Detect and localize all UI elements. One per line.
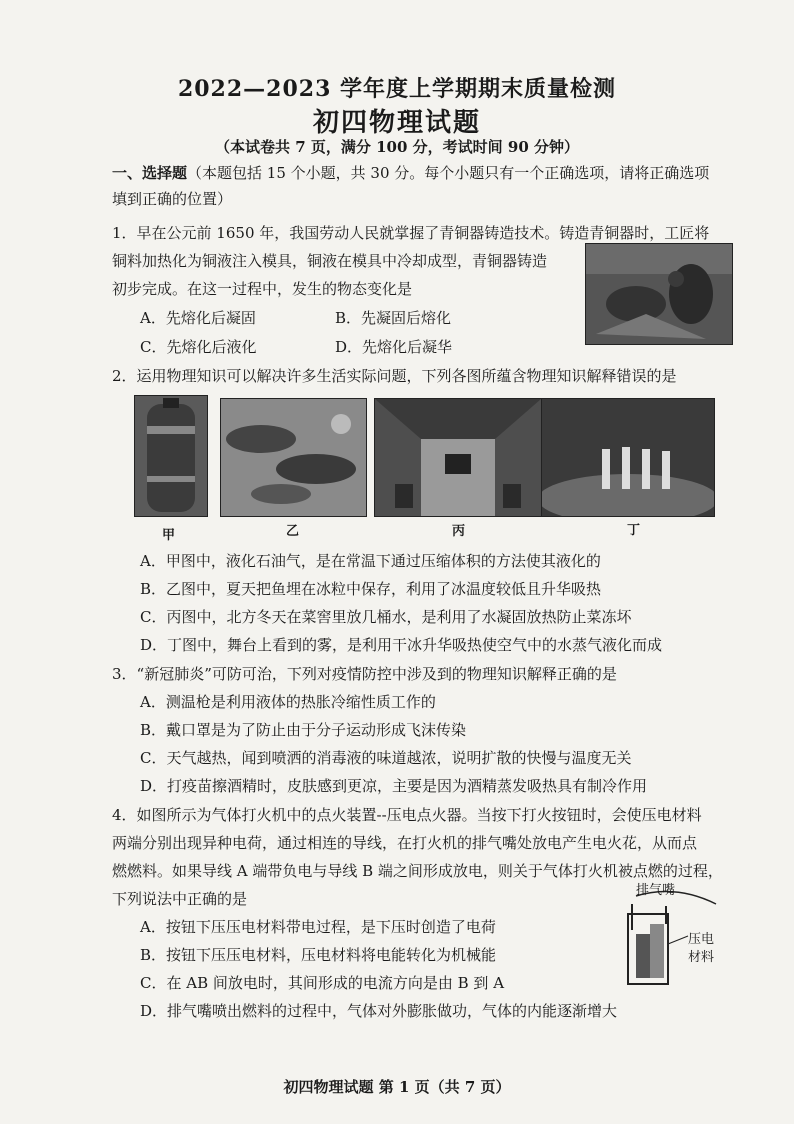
q4-line-2: 两端分别出现异种电荷，通过相连的导线，在打火机的排气嘴处放电产生电火花，从而点 [112,834,698,852]
q2-photo-ding [541,398,715,517]
q4-diagram-label-nozzle: 排气嘴 [636,883,676,898]
section1-desc-1: （本题包括 15 个小题，共 30 分。每个小题只有一个正确选项，请将正确选项 [187,164,710,182]
q2-option-b: B．乙图中，夏天把鱼埋在冰粒中保存，利用了冰温度较低且升华吸热 [140,580,602,598]
q1-option-c: C．先熔化后液化 [140,338,257,356]
q3-option-d: D．打疫苗擦酒精时，皮肤感到更凉，主要是因为酒精蒸发吸热具有制冷作用 [140,777,648,795]
q4-line-3: 燃燃料。如果导线 A 端带负电与导线 B 端之间形成放电，则关于气体打火机被点燃的过程， [112,862,723,880]
q4-option-b: B．按钮下压压电材料，压电材料将电能转化为机械能 [140,946,497,964]
page-footer: 初四物理试题 第 1 页（共 7 页） [283,1078,511,1096]
q2-caption-bing: 丙 [452,524,466,539]
q3-stem: 3．“新冠肺炎”可防可治，下列对疫情防控中涉及到的物理知识解释正确的是 [112,665,617,683]
q2-option-c: C．丙图中，北方冬天在菜窖里放几桶水，是利用了水凝固放热防止菜冻坏 [140,608,632,626]
q1-option-a: A．先熔化后凝固 [140,309,256,327]
q2-option-d: D．丁图中，舞台上看到的雾，是利用干冰升华吸热使空气中的水蒸气液化而成 [140,636,663,654]
q2-photo-bing [374,398,542,517]
q4-line-1: 4．如图所示为气体打火机中的点火装置--压电点火器。当按下打火按钮时，会使压电材料 [112,806,702,824]
q4-option-a: A．按钮下压压电材料带电过程，是下压时创造了电荷 [140,918,496,936]
q2-photo-jia [134,395,208,517]
q3-option-c: C．天气越热，闻到喷洒的消毒液的味道越浓，说明扩散的快慢与温度无关 [140,749,632,767]
q4-diagram-label-material-2: 材料 [688,950,715,965]
section1-heading-line [112,162,709,183]
exam-subtitle: （本试卷共 7 页，满分 100 分，考试时间 90 分钟） [215,138,579,156]
exam-title-subject: 初四物理试题 [312,108,481,138]
section1-heading: 一、选择题 [112,164,188,182]
q2-photo-yi [220,398,367,517]
q1-bronze-casting-photo [585,243,733,345]
q4-option-d: D．排气嘴喷出燃料的过程中，气体对外膨胀做功，气体的内能逐渐增大 [140,1002,618,1020]
q4-option-c: C．在 AB 间放电时，其间形成的电流方向是由 B 到 A [140,974,505,992]
q2-caption-ding: 丁 [627,523,641,538]
q3-option-a: A．测温枪是利用液体的热胀冷缩性质工作的 [140,693,436,711]
q1-line-2: 铜料加热化为铜液注入模具，铜液在模具中冷却成型，青铜器铸造 [112,252,548,270]
q2-stem: 2．运用物理知识可以解决许多生活实际问题，下列各图所蕴含物理知识解释错误的是 [112,367,677,385]
q1-line-3: 初步完成。在这一过程中，发生的物态变化是 [112,280,413,298]
q2-caption-yi: 乙 [286,524,300,539]
q1-option-b: B．先凝固后熔化 [335,309,452,327]
q1-line-1: 1．早在公元前 1650 年，我国劳动人民就掌握了青铜器铸造技术。铸造青铜器时，工匠将 [112,224,710,242]
section1-desc-2: 填到正确的位置） [112,190,233,208]
exam-title-year: 2022—2023 学年度上学期期末质量检测 [177,76,617,102]
q2-option-a: A．甲图中，液化石油气，是在常温下通过压缩体积的方法使其液化的 [140,552,601,570]
q4-line-4: 下列说法中正确的是 [112,890,248,908]
q4-diagram-label-material-1: 压电 [688,932,715,947]
q2-caption-jia: 甲 [162,528,176,543]
q1-option-d: D．先熔化后凝华 [335,338,453,356]
q3-option-b: B．戴口罩是为了防止由于分子运动形成飞沫传染 [140,721,467,739]
